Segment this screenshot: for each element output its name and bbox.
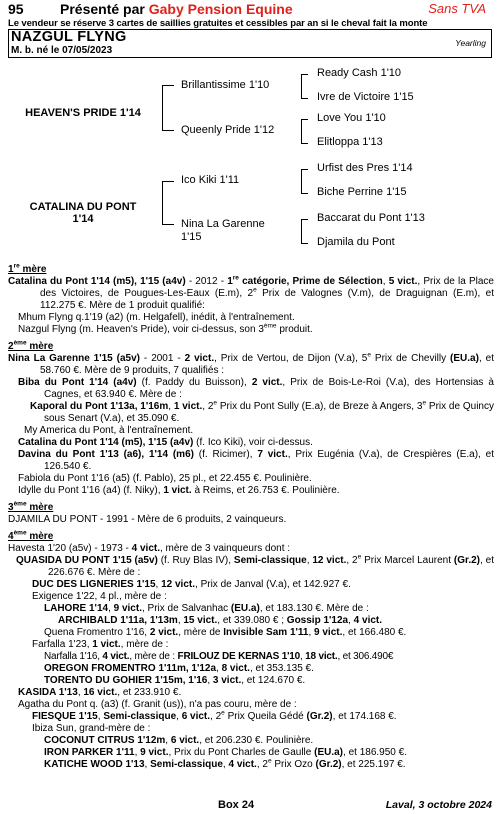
bracket-dam-vertical [162,181,163,225]
fourth-dam-grandproduce-3: Farfalla 1'23, 1 vict., mère de : [32,639,169,650]
bracket-sire-bottom [162,130,174,131]
fourth-dam-great-9: KATICHE WOOD 1'13, Semi-classique, 4 vict., 2e Prix Ozo (Gr.2), et 225.197 €. [44,757,406,770]
bracket-dam-top [162,181,174,182]
fourth-dam-great-6: TORENTO DU GOHIER 1'15m, 1'16, 3 vict., et 124.670 €. [44,675,306,686]
section-second-dam: 2ème mère [8,339,54,352]
pedigree-sds: Love You 1'10 [317,112,386,124]
bracket-dd-bottom [301,243,308,244]
presented-prefix: Présenté par [60,1,145,17]
fourth-dam-entry: Havesta 1'20 (a5v) - 1973 - 4 vict., mère de 3 vainqueurs dont : [8,543,291,554]
fourth-dam-produce-3: Agatha du Pont q. (a3) (f. Granit (us)), n'a pas couru, mère de : [18,699,297,710]
fourth-dam-produce-2: KASIDA 1'13, 16 vict., et 233.910 €. [18,687,182,698]
second-dam-produce-2: Catalina du Pont 1'14 (m5), 1'15 (a4v) (f. Ico Kiki), voir ci-dessus. [18,437,313,448]
section-third-dam: 3ème mère [8,500,54,513]
pedigree-ss: Brillantissime 1'10 [181,79,270,91]
pedigree-dd [181,218,265,244]
bracket-ss-top [301,74,308,75]
second-dam-grandproduce-2: My America du Pont, à l'entraînement. [24,425,194,436]
fourth-dam-great-8: IRON PARKER 1'11, 9 vict., Prix du Pont Charles de Gaulle (EU.a), et 186.950 €. [44,747,407,758]
second-dam-produce-3: Davina du Pont 1'13 (a6), 1'14 (m6) (f. Ricimer), 7 vict., Prix Eugénia (V.a), de Crespières (E.a), et 126.540 €. [18,449,494,472]
pedigree-sire: HEAVEN'S PRIDE 1'14 [25,107,141,119]
horse-category: Yearling [455,38,486,48]
second-dam-entry: Nina La Garenne 1'15 (a5v) - 2001 - 2 vict., Prix de Vertou, de Dijon (V.a), 5e Prix de Chevilly (EU.a), et 58.760 €. Mère de 9 produits, 7 qualifiés : [8,351,494,376]
third-dam-entry: DJAMILA DU PONT - 1991 - Mère de 6 produits, 2 vainqueurs. [8,514,287,525]
bracket-sd [301,119,302,144]
horse-sex-birth: M. b. né le 07/05/2023 [11,45,113,56]
family-text [8,264,494,771]
fourth-dam-great-2: ARCHIBALD 1'11a, 1'13m, 15 vict., et 339.080 € ; Gossip 1'12a, 4 vict. [58,615,383,626]
fourth-dam-grandproduce-2: Exigence 1'22, 4 pl., mère de : [32,591,167,602]
second-dam-produce-5: Idylle du Pont 1'16 (a4) (f. Niky), 1 vict. à Reims, et 26.753 €. Poulinière. [18,485,340,496]
bracket-ds [301,169,302,194]
second-dam-grandproduce-1: Kaporal du Pont 1'13a, 1'16m, 1 vict., 2e Prix du Pont Sully (E.a), de Breze à Angers, 3e Prix de Quincy sous Senart (V.a), et 35.090 €. [30,399,494,424]
presenter-name: Gaby Pension Equine [148,1,293,17]
pedigree-dam-name: CATALINA DU PONT [29,201,137,213]
first-dam-produce-1: Mhum Flyng q.1'19 (a2) (m. Helgafell), inédit, à l'entraînement. [18,312,295,323]
pedigree-ddd: Djamila du Pont [317,236,395,248]
box-number: Box 24 [218,799,255,811]
fourth-dam-great-1: LAHORE 1'14, 9 vict., Prix de Salvanhac (EU.a), et 183.130 €. Mère de : [44,603,369,614]
bracket-dam-bottom [162,224,174,225]
fourth-dam-grandproduce-1: DUC DES LIGNERIES 1'15, 12 vict., Prix de Janval (V.a), et 142.927 €. [32,579,351,590]
section-fourth-dam: 4ème mère [8,529,54,542]
tax-note: Sans TVA [428,1,486,16]
pedigree-dam-record: 1'14 [72,213,94,225]
bracket-ds-bottom [301,193,308,194]
sale-location-date: Laval, 3 octobre 2024 [385,799,492,811]
pedigree-sd: Queenly Pride 1'12 [181,124,275,136]
first-dam-entry: Catalina du Pont 1'14 (m5), 1'15 (a4v) - 2012 - 1re catégorie, Prime de Sélection, 5 vict., Prix de la Place des Victoires, de Pougues-Les-Eaux (E.m), 2e Prix de Valognes (V.m), de Draguignan (E.m), et 112.275 €. Mère de 1 produit qualifié: [8,274,494,311]
fourth-dam-produce-1: QUASIDA DU PONT 1'15 (a5v) (f. Ruy Blas IV), Semi-classique, 12 vict., 2e Prix Marcel Laurent (Gr.2), et 226.676 €. Mère de : [16,553,494,578]
bracket-ss-bottom [301,98,308,99]
fourth-dam-great-4: Narfalla 1'16, 4 vict., mère de : FRILOUZ DE KERNAS 1'10, 18 vict., et 306.490€ [44,651,394,662]
pedigree-dd-record: 1'15 [181,231,202,243]
bracket-sire-vertical [162,85,163,131]
bracket-sire-top [162,85,174,86]
pedigree-sss: Ready Cash 1'10 [317,67,402,79]
bracket-ss [301,74,302,99]
bracket-sd-bottom [301,143,308,144]
pedigree-ds: Ico Kiki 1'11 [181,174,240,186]
second-dam-produce-1: Biba du Pont 1'14 (a4v) (f. Paddy du Buisson), 2 vict., Prix de Bois-Le-Roi (V.a), des Hortensias à Cagnes, et 63.940 €. Mère de : [18,377,494,400]
bracket-dd-top [301,219,308,220]
horse-name: NAZGUL FLYNG [11,29,127,45]
fourth-dam-great-7: COCONUT CITRUS 1'12m, 6 vict., et 206.230 €. Poulinière. [44,735,314,746]
first-dam-produce-2: Nazgul Flyng (m. Heaven's Pride), voir ci-dessus, son 3ème produit. [18,322,313,335]
pedigree-dsd: Biche Perrine 1'15 [317,186,407,198]
pedigree-sdd: Elitloppa 1'13 [317,136,383,148]
fourth-dam-grandproduce-4: FIESQUE 1'15, Semi-classique, 6 vict., 2e Prix Queila Gédé (Gr.2), et 174.168 €. [32,709,397,722]
lot-number: 95 [8,1,24,17]
section-first-dam: 1re mère [8,262,47,275]
pedigree-dss: Urfist des Pres 1'14 [317,162,413,174]
pedigree-ssd: Ivre de Victoire 1'15 [317,91,414,103]
pedigree-dds: Baccarat du Pont 1'13 [317,212,425,224]
pedigree-dam [8,201,158,225]
bracket-dd [301,219,302,244]
presenter-line [60,1,293,17]
seller-note: Le vendeur se réserve 3 cartes de saillies gratuites et cessibles par an si le cheval fait la monte [8,18,428,29]
fourth-dam-great-5: OREGON FROMENTRO 1'11m, 1'12a, 8 vict., et 353.135 €. [44,663,314,674]
bracket-ds-top [301,169,308,170]
second-dam-produce-4: Fabiola du Pont 1'16 (a5) (f. Pablo), 25 pl., et 22.455 €. Poulinière. [18,473,312,484]
fourth-dam-grandproduce-5: Ibiza Sun, grand-mère de : [32,723,151,734]
fourth-dam-great-3: Quena Fromentro 1'16, 2 vict., mère de Invisible Sam 1'11, 9 vict., et 166.480 €. [44,627,407,638]
bracket-sd-top [301,119,308,120]
pedigree-dd-name: Nina La Garenne [181,218,265,230]
